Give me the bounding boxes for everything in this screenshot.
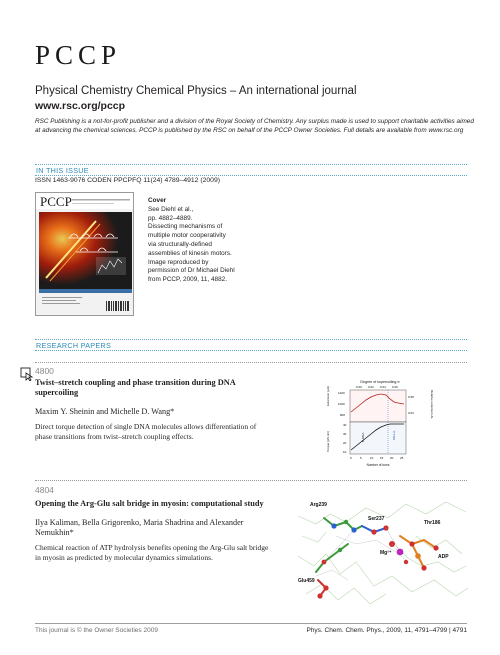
journal-logo: PCCP xyxy=(35,40,122,70)
tick-label: 0.04 xyxy=(380,385,386,389)
article-divider xyxy=(35,362,467,363)
article-divider xyxy=(35,480,467,481)
article-authors: Ilya Kaliman, Bella Grigorenko, Maria Shadrina and Alexander Nemukhin* xyxy=(35,518,244,537)
axis-label: Degree of supercoiling σ xyxy=(360,380,400,384)
journal-url[interactable]: www.rsc.org/pccp xyxy=(35,100,126,112)
footer-rule xyxy=(35,623,467,624)
tick-label: 800 xyxy=(340,413,346,417)
cover-line: permission of Dr Michael Diehl xyxy=(148,267,235,275)
cover-line: Dissecting mechanisms of xyxy=(148,223,223,231)
cover-line[interactable]: See Diehl et al., xyxy=(148,205,194,213)
cover-line: Image reproduced by xyxy=(148,258,209,266)
tick-label: 0.06 xyxy=(392,385,398,389)
article-title[interactable]: Opening the Arg-Glu salt bridge in myosin: computational study xyxy=(35,499,264,508)
footer-copyright: This journal is © the Owner Societies 2009 xyxy=(35,627,158,634)
cover-thumb-logo: PCCP xyxy=(40,194,72,209)
article xyxy=(35,499,270,562)
issn-line: ISSN 1463-9076 CODEN PPCPFQ 11(24) 4789–4912 (2009) xyxy=(35,177,221,184)
tick-label: 0.02 xyxy=(368,385,374,389)
tick-label: 25 xyxy=(400,456,404,460)
region-label: DNA+L xyxy=(392,430,396,440)
residue-label: Thr186 xyxy=(424,520,441,526)
article xyxy=(35,378,270,441)
tick-label: 1200 xyxy=(338,391,345,395)
tick-label: 40 xyxy=(343,423,347,427)
masthead xyxy=(35,40,475,135)
tick-label: 10 xyxy=(370,456,374,460)
cover-heading: Cover xyxy=(148,197,167,204)
tick-label: 30 xyxy=(343,432,347,436)
article-description: Chemical reaction of ATP hydrolysis benefits opening the Arg-Glu salt bridge in myosin as predicted by molecular dynamics simulations. xyxy=(35,543,269,562)
pointer-cursor-icon xyxy=(20,367,34,386)
article-graphical-abstract xyxy=(324,378,437,470)
molecular-structure-image xyxy=(296,496,469,608)
tick-label: 10 xyxy=(343,450,347,454)
residue-label: Ser237 xyxy=(368,516,385,522)
tick-label: 5 xyxy=(360,456,362,460)
article-title[interactable]: Twist–stretch coupling and phase transition during DNA supercoiling xyxy=(35,378,236,397)
research-papers-heading: RESEARCH PAPERS xyxy=(35,339,467,351)
cover-line: multiple motor cooperativity xyxy=(148,232,226,240)
axis-label: Torque (pN·nm) xyxy=(326,430,330,452)
article-page-number: 4804 xyxy=(35,485,54,495)
tick-label: 0.58 xyxy=(408,395,414,399)
tick-label: 0 xyxy=(350,456,352,460)
article-page-number: 4800 xyxy=(35,366,54,376)
cover-image[interactable] xyxy=(35,192,134,316)
tick-label: 20 xyxy=(390,456,394,460)
tick-label: 15 xyxy=(380,456,384,460)
cover-line: pp. 4882–4889. xyxy=(148,214,193,222)
ion-label: Mg²⁺ xyxy=(380,550,392,556)
footer-citation: Phys. Chem. Chem. Phys., 2009, 11, 4791–4799 | 4791 xyxy=(306,627,467,634)
tick-label: 0.53 xyxy=(408,411,414,415)
cover-line: via structurally-defined xyxy=(148,240,212,248)
tick-label: 1000 xyxy=(338,402,345,406)
article-authors: Maxim Y. Sheinin and Michelle D. Wang* xyxy=(35,407,175,416)
region-label: B-DNA xyxy=(361,432,365,442)
tick-label: 20 xyxy=(343,441,347,445)
axis-label: Relative extension ΔL xyxy=(430,390,434,420)
axis-label: Number of turns xyxy=(366,463,390,467)
ligand-label: ADP xyxy=(438,554,449,560)
cover-description xyxy=(148,197,258,285)
in-this-issue-heading: IN THIS ISSUE xyxy=(35,164,467,176)
cover-line: assemblies of kinesin motors. xyxy=(148,249,232,257)
axis-label: Extension (µm) xyxy=(326,385,330,406)
tick-label: 0.00 xyxy=(356,385,362,389)
article-description: Direct torque detection of single DNA molecules allows differentiation of phase transitions from twist–stretch coupling effects. xyxy=(35,422,257,441)
cover-line: from PCCP, 2009, 11, 4882. xyxy=(148,276,227,284)
journal-subtitle: Physical Chemistry Chemical Physics – An international journal xyxy=(35,85,357,97)
residue-label: Glu459 xyxy=(298,578,315,584)
publisher-blurb: RSC Publishing is a not-for-profit publisher and a division of the Royal Society of Chemistry. Any surplus made is used to support charitable activities aimed at advancing the chemical sciences. PCCP is published by the RSC on behalf of the PCCP Owner Societies. Full details are available from www.rsc.org xyxy=(35,118,474,134)
residue-label: Arg239 xyxy=(310,502,327,508)
